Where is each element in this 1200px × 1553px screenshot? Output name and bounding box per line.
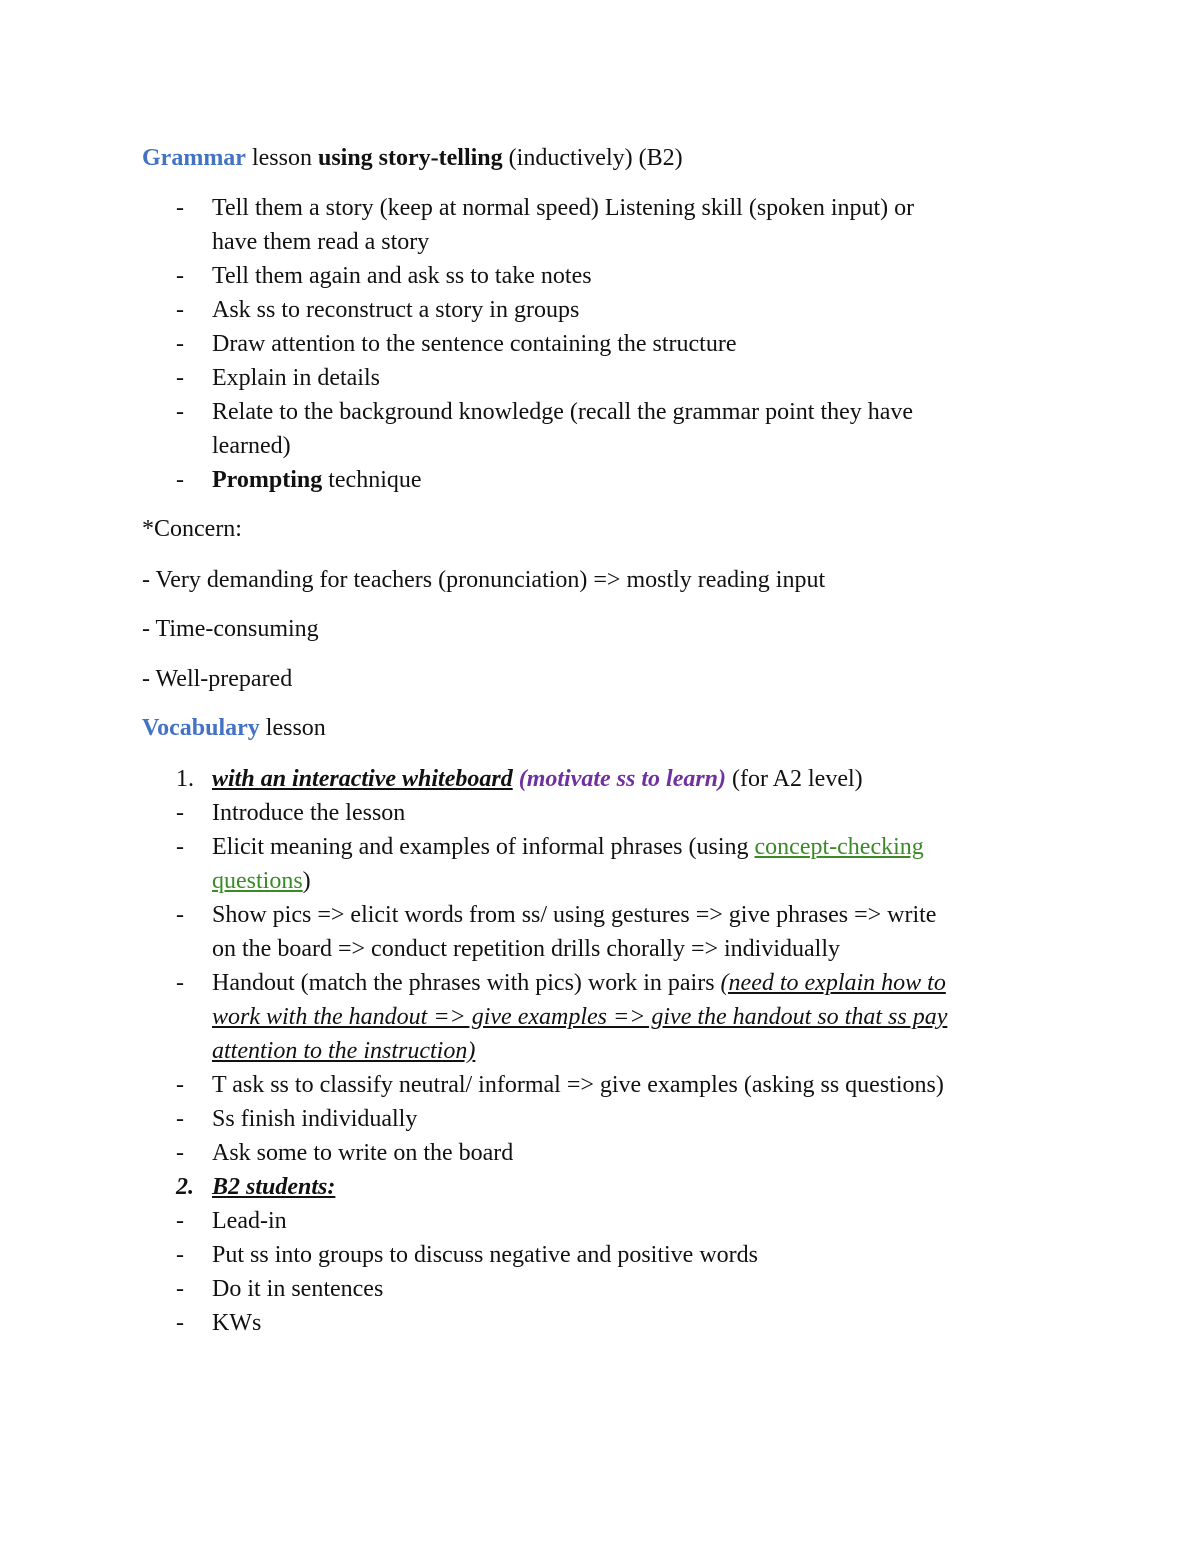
vocabulary-heading-word: Vocabulary (142, 715, 260, 741)
bullet-marker: - (176, 1106, 184, 1132)
grammar-heading-level: (inductively) (B2) (502, 145, 683, 171)
questions-link[interactable]: questions (212, 868, 303, 894)
list-item: Put ss into groups to discuss negative and positive words (212, 1242, 758, 1268)
bullet-marker: - (176, 1072, 184, 1098)
concern-label: *Concern: (142, 516, 242, 542)
section-2-title-text: B2 students: (212, 1174, 336, 1200)
handout-note: (need to explain how to (720, 970, 946, 996)
elicit-text: Elicit meaning and examples of informal phrases (using (212, 834, 755, 860)
concern-line: - Well-prepared (142, 666, 293, 692)
bullet-marker: - (176, 1140, 184, 1166)
handout-text: Handout (match the phrases with pics) work in pairs (212, 970, 721, 996)
concern-line: - Very demanding for teachers (pronunciation) => mostly reading input (142, 567, 826, 593)
bullet-marker: - (176, 1208, 184, 1234)
bullet-marker: - (176, 331, 184, 357)
list-item: Introduce the lesson (212, 800, 406, 826)
grammar-heading-word: Grammar (142, 145, 246, 171)
list-item: Show pics => elicit words from ss/ using gestures => give phrases => write (212, 902, 937, 928)
elicit-close: ) (302, 868, 311, 894)
grammar-heading-text: lesson (245, 145, 318, 171)
list-item-continuation: have them read a story (212, 229, 430, 255)
list-item-handout (212, 966, 946, 1000)
bullet-marker: - (176, 195, 184, 221)
list-item-prompting (212, 463, 422, 497)
list-item-continuation: learned) (212, 433, 291, 459)
bullet-marker: - (176, 399, 184, 425)
bullet-marker: - (176, 834, 184, 860)
grammar-heading-bold: using story-telling (317, 145, 503, 171)
section-number: 2. (176, 1174, 194, 1200)
bullet-marker: - (176, 800, 184, 826)
list-item-continuation (212, 1000, 947, 1034)
bullet-marker: - (176, 970, 184, 996)
list-item-elicit (212, 830, 924, 864)
list-item: Tell them a story (keep at normal speed) Listening skill (spoken input) or (212, 195, 915, 221)
list-item: KWs (212, 1310, 262, 1336)
prompting-bold: Prompting (212, 467, 323, 493)
list-item-continuation (212, 1034, 475, 1068)
list-item: Explain in details (212, 365, 380, 391)
bullet-marker: - (176, 365, 184, 391)
handout-note: work with the handout => give examples => give the handout so that ss pay (212, 1004, 948, 1030)
list-item: Tell them again and ask ss to take notes (212, 263, 592, 289)
list-item: Ss finish individually (212, 1106, 418, 1132)
concern-line: - Time-consuming (142, 616, 319, 642)
section-1-level: (for A2 level) (726, 766, 863, 792)
vocabulary-heading-text: lesson (259, 715, 326, 741)
list-item: T ask ss to classify neutral/ informal => give examples (asking ss questions) (212, 1072, 944, 1098)
section-1-note: (motivate ss to learn) (512, 766, 727, 792)
grammar-heading (142, 141, 683, 175)
prompting-rest: technique (322, 467, 422, 493)
list-item: Ask ss to reconstruct a story in groups (212, 297, 580, 323)
handout-note: attention to the instruction) (212, 1038, 476, 1064)
section-1-title (212, 762, 863, 796)
bullet-marker: - (176, 467, 184, 493)
section-2-title (212, 1170, 335, 1204)
list-item: Draw attention to the sentence containing the structure (212, 331, 737, 357)
list-item-continuation: on the board => conduct repetition drills chorally => individually (212, 936, 841, 962)
list-item: Do it in sentences (212, 1276, 384, 1302)
bullet-marker: - (176, 263, 184, 289)
list-item: Relate to the background knowledge (recall the grammar point they have (212, 399, 914, 425)
section-number: 1. (176, 766, 194, 792)
list-item-continuation (212, 864, 311, 898)
list-item: Lead-in (212, 1208, 287, 1234)
list-item: Ask some to write on the board (212, 1140, 514, 1166)
bullet-marker: - (176, 902, 184, 928)
bullet-marker: - (176, 1242, 184, 1268)
vocabulary-heading (142, 711, 326, 745)
bullet-marker: - (176, 297, 184, 323)
section-1-title-text: with an interactive whiteboard (212, 766, 513, 792)
bullet-marker: - (176, 1310, 184, 1336)
bullet-marker: - (176, 1276, 184, 1302)
concept-checking-link[interactable]: concept-checking (754, 834, 924, 860)
